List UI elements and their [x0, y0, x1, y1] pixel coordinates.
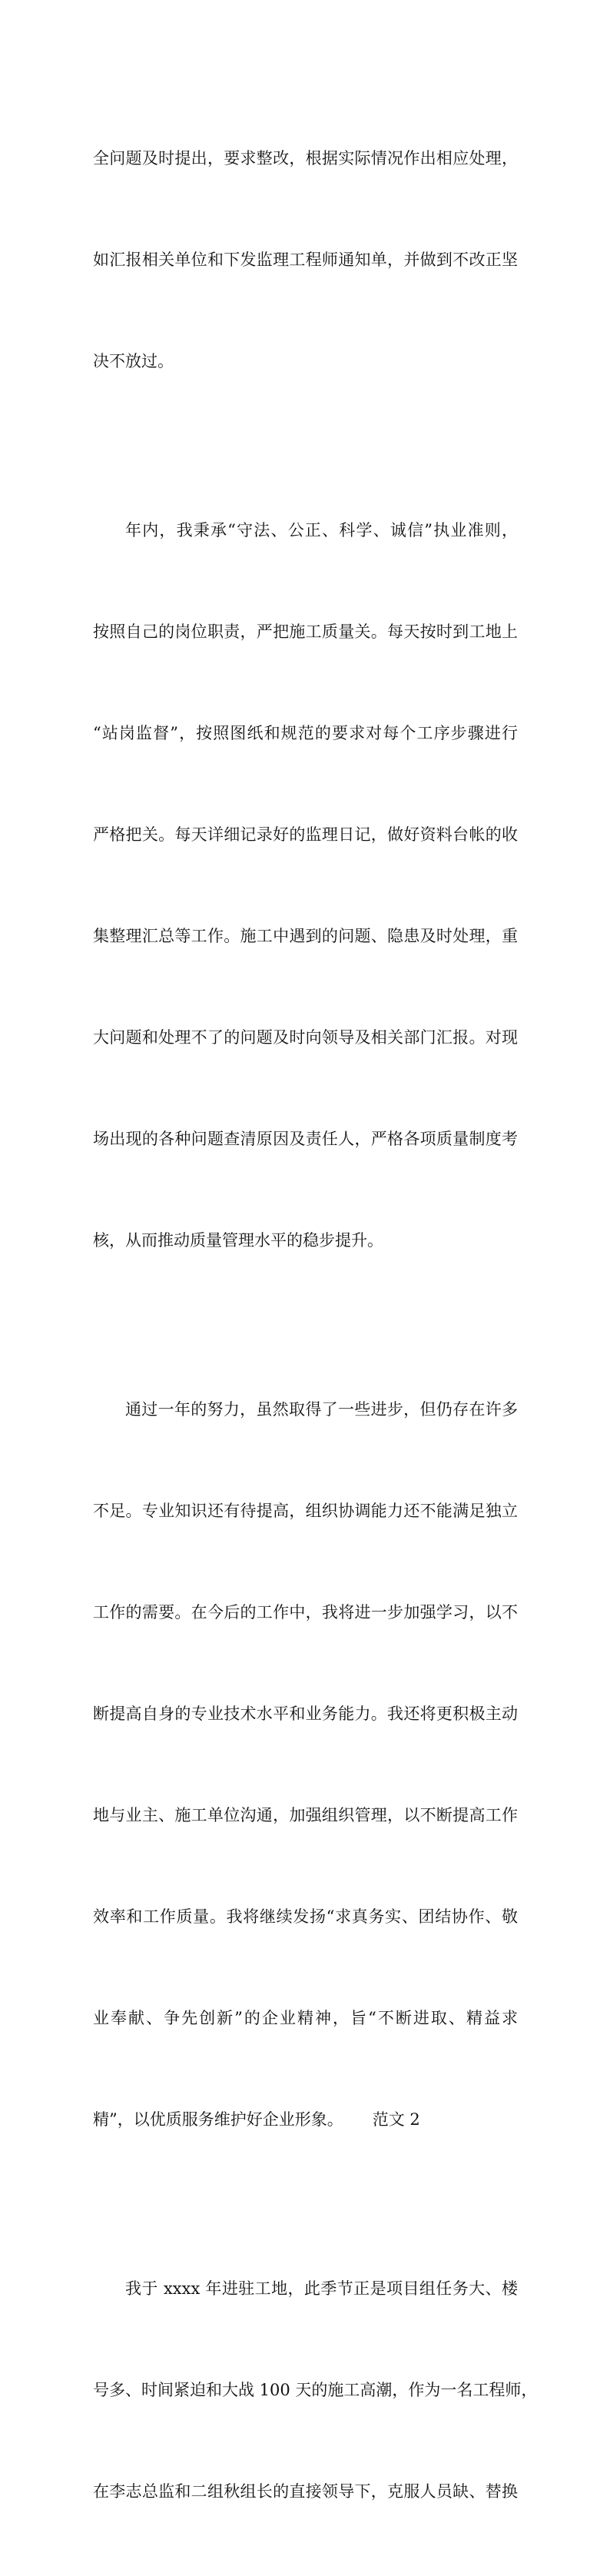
text-line: 号多、时间紧迫和大战 100 天的施工高潮，作为一名工程师， — [93, 2381, 538, 2399]
text-line: 大问题和处理不了的问题及时向领导及相关部门汇报。对现 — [93, 1028, 518, 1047]
text-line — [93, 2103, 518, 2136]
text-line: 通过一年的努力，虽然取得了一些进步，但仍存在许多 — [125, 1400, 518, 1419]
body-text — [93, 74, 538, 2576]
paragraph-2 — [93, 446, 518, 1325]
text-line: 全问题及时提出，要求整改，根据实际情况作出相应处理， — [93, 149, 518, 168]
text-line: 决不放过。 — [93, 352, 174, 370]
text-line: 工作的需要。在今后的工作中，我将进一步加强学习，以不 — [93, 1603, 518, 1622]
text-line: 断提高自身的专业技术水平和业务能力。我还将更积极主动 — [93, 1705, 518, 1723]
text-line: “站岗监督”，按照图纸和规范的要求对每个工序步骤进行 — [93, 724, 518, 742]
text-line: 集整理汇总等工作。施工中遇到的问题、隐患及时处理，重 — [93, 927, 518, 945]
text-line: 地与业主、施工单位沟通，加强组织管理，以不断提高工作 — [93, 1806, 518, 1824]
text-line: 严格把关。每天详细记录好的监理日记，做好资料台帐的收 — [93, 825, 518, 844]
text-line: 如汇报相关单位和下发监理工程师通知单，并做到不改正坚 — [93, 251, 518, 269]
text-line: 在李志总监和二组秋组长的直接领导下，克服人员缺、替换 — [93, 2482, 518, 2501]
paragraph-3 — [93, 1325, 518, 2204]
text-line-content: 精”，以优质服务维护好企业形象。 — [93, 2110, 343, 2129]
text-line: 核，从而推动质量管理水平的稳步提升。 — [93, 1231, 383, 1250]
text-line: 我于 xxxx 年进驻工地，此季节正是项目组任务大、楼 — [125, 2279, 518, 2298]
paragraph-1 — [93, 74, 518, 446]
text-line: 场出现的各种问题查清原因及责任人，严格各项质量制度考 — [93, 1130, 518, 1148]
text-line: 效率和工作质量。我将继续发扬“求真务实、团结协作、敬 — [93, 1907, 518, 1926]
paragraph-4 — [93, 2204, 538, 2576]
text-line: 年内，我秉承“守法、公正、科学、诚信”执业准则， — [125, 521, 518, 539]
text-line: 按照自己的岗位职责，严把施工质量关。每天按时到工地上 — [93, 622, 518, 641]
text-line: 业奉献、争先创新”的企业精神，旨“不断进取、精益求 — [93, 2009, 518, 2027]
text-line: 不足。专业知识还有待提高，组织协调能力还不能满足独立 — [93, 1502, 518, 1520]
section-heading: 范文 2 — [372, 2110, 420, 2129]
